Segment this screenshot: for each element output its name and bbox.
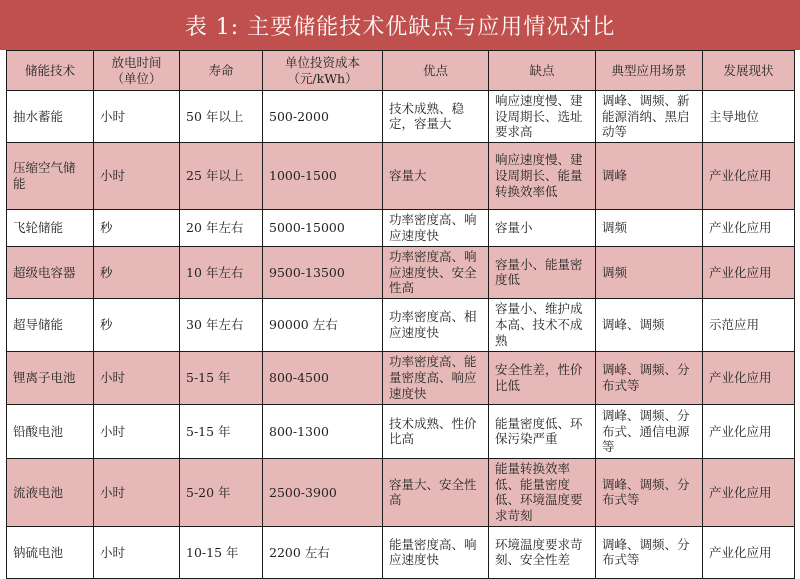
cell-unit-cost: 2500-3900 <box>263 458 383 526</box>
cell-discharge-time: 小时 <box>94 351 180 404</box>
cell-disadvantages: 容量小 <box>489 209 596 246</box>
cell-unit-cost: 9500-13500 <box>263 246 383 298</box>
table-row <box>7 209 795 246</box>
cell-application: 调峰 <box>596 142 703 209</box>
cell-discharge-time: 小时 <box>94 458 180 526</box>
cell-status: 主导地位 <box>703 91 795 143</box>
cell-lifespan: 10 年左右 <box>180 246 263 298</box>
cell-discharge-time: 秒 <box>94 246 180 298</box>
cell-application: 调峰、调频、分布式、通信电源等 <box>596 404 703 458</box>
table-row <box>7 142 795 209</box>
cell-application: 调峰、调频、分布式等 <box>596 526 703 578</box>
cell-unit-cost: 5000-15000 <box>263 209 383 246</box>
comparison-table-container <box>6 50 794 572</box>
comparison-table <box>6 50 795 579</box>
cell-lifespan: 5-15 年 <box>180 351 263 404</box>
cell-application: 调频 <box>596 246 703 298</box>
cell-disadvantages: 响应速度慢、建设周期长、选址要求高 <box>489 91 596 143</box>
cell-disadvantages: 能量密度低、环保污染严重 <box>489 404 596 458</box>
cell-advantages: 技术成熟、稳定，容量大 <box>383 91 489 143</box>
cell-lifespan: 5-15 年 <box>180 404 263 458</box>
cell-unit-cost: 90000 左右 <box>263 298 383 351</box>
cell-technology: 飞轮储能 <box>7 209 94 246</box>
cell-status: 产业化应用 <box>703 404 795 458</box>
cell-discharge-time: 小时 <box>94 91 180 143</box>
cell-technology: 超导储能 <box>7 298 94 351</box>
cell-advantages: 功率密度高、响应速度快、安全性高 <box>383 246 489 298</box>
header-row <box>7 51 795 91</box>
cell-application: 调峰、调频、分布式等 <box>596 458 703 526</box>
cell-lifespan: 50 年以上 <box>180 91 263 143</box>
cell-advantages: 功率密度高、响应速度快 <box>383 209 489 246</box>
cell-unit-cost: 800-1300 <box>263 404 383 458</box>
cell-unit-cost: 500-2000 <box>263 91 383 143</box>
cell-discharge-time: 小时 <box>94 526 180 578</box>
cell-lifespan: 25 年以上 <box>180 142 263 209</box>
header-advantages: 优点 <box>383 51 489 91</box>
cell-technology: 超级电容器 <box>7 246 94 298</box>
cell-status: 示范应用 <box>703 298 795 351</box>
cell-technology: 抽水蓄能 <box>7 91 94 143</box>
cell-discharge-time: 小时 <box>94 142 180 209</box>
table-row <box>7 298 795 351</box>
cell-lifespan: 10-15 年 <box>180 526 263 578</box>
cell-disadvantages: 能量转换效率低、能量密度低、环境温度要求苛刻 <box>489 458 596 526</box>
cell-unit-cost: 1000-1500 <box>263 142 383 209</box>
cell-technology: 铅酸电池 <box>7 404 94 458</box>
header-discharge-time: 放电时间 （单位） <box>94 51 180 91</box>
cell-disadvantages: 容量小、维护成本高、技术不成熟 <box>489 298 596 351</box>
cell-disadvantages: 环境温度要求苛刻、安全性差 <box>489 526 596 578</box>
cell-application: 调频 <box>596 209 703 246</box>
table-title-bar <box>0 0 800 50</box>
cell-advantages: 能量密度高、响应速度快 <box>383 526 489 578</box>
table-row <box>7 91 795 143</box>
cell-application: 调峰、调频 <box>596 298 703 351</box>
table-row <box>7 351 795 404</box>
header-status: 发展现状 <box>703 51 795 91</box>
cell-technology: 流液电池 <box>7 458 94 526</box>
cell-application: 调峰、调频、分布式等 <box>596 351 703 404</box>
cell-technology: 锂离子电池 <box>7 351 94 404</box>
cell-disadvantages: 容量小、能量密度低 <box>489 246 596 298</box>
table-row <box>7 458 795 526</box>
header-unit-cost: 单位投资成本 （元/kWh） <box>263 51 383 91</box>
cell-status: 产业化应用 <box>703 142 795 209</box>
cell-advantages: 容量大 <box>383 142 489 209</box>
cell-advantages: 技术成熟、性价比高 <box>383 404 489 458</box>
table-row <box>7 246 795 298</box>
cell-technology: 压缩空气储能 <box>7 142 94 209</box>
cell-status: 产业化应用 <box>703 246 795 298</box>
cell-lifespan: 20 年左右 <box>180 209 263 246</box>
header-application: 典型应用场景 <box>596 51 703 91</box>
cell-status: 产业化应用 <box>703 209 795 246</box>
cell-lifespan: 5-20 年 <box>180 458 263 526</box>
header-technology: 储能技术 <box>7 51 94 91</box>
cell-unit-cost: 2200 左右 <box>263 526 383 578</box>
cell-lifespan: 30 年左右 <box>180 298 263 351</box>
cell-advantages: 功率密度高、相应速度快 <box>383 298 489 351</box>
table-row <box>7 404 795 458</box>
cell-discharge-time: 秒 <box>94 298 180 351</box>
cell-status: 产业化应用 <box>703 458 795 526</box>
cell-discharge-time: 秒 <box>94 209 180 246</box>
cell-unit-cost: 800-4500 <box>263 351 383 404</box>
cell-technology: 钠硫电池 <box>7 526 94 578</box>
table-row <box>7 526 795 578</box>
table-title: 表 1: 主要储能技术优缺点与应用情况对比 <box>184 14 616 40</box>
cell-disadvantages: 响应速度慢、建设周期长、能量转换效率低 <box>489 142 596 209</box>
cell-status: 产业化应用 <box>703 351 795 404</box>
cell-advantages: 容量大、安全性高 <box>383 458 489 526</box>
header-disadvantages: 缺点 <box>489 51 596 91</box>
cell-application: 调峰、调频、新能源消纳、黑启动等 <box>596 91 703 143</box>
header-lifespan: 寿命 <box>180 51 263 91</box>
cell-status: 产业化应用 <box>703 526 795 578</box>
cell-discharge-time: 小时 <box>94 404 180 458</box>
cell-advantages: 功率密度高、能量密度高、响应速度快 <box>383 351 489 404</box>
cell-disadvantages: 安全性差，性价比低 <box>489 351 596 404</box>
